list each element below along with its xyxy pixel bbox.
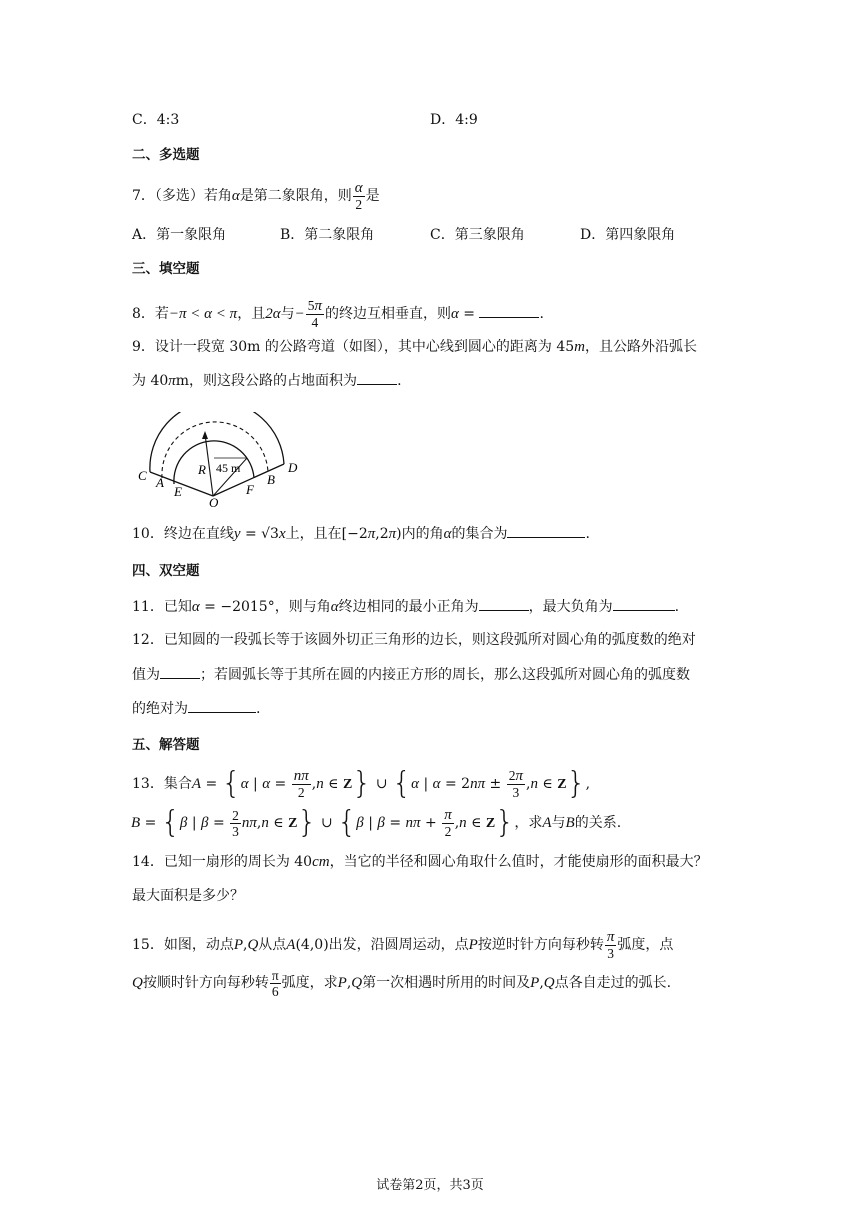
label-E: E (174, 484, 182, 499)
question-7: 7．（多选）若角α是第二象限角，则 $\frac{\alpha}{2}$ 是 (132, 180, 380, 212)
page-footer: 试卷第2页，共3页 (376, 1178, 484, 1193)
question-9-line-1: 9．设计一段宽 30m 的公路弯道（如图），其中心线到圆心的距离为 45m，且公路外沿弧长 (132, 339, 698, 355)
q7-option-d: D．第四象限角 (580, 227, 676, 243)
question-10: 10．终边在直线y = √3x上，且在[−2π,2π)内的角α的集合为 . (132, 523, 590, 544)
option-d: D．4:9 (430, 112, 478, 128)
q11-answer-blank-2[interactable] (613, 596, 675, 611)
question-8: 8．若−π < α < π，且2α与− $\frac{5\pi}{4}$ 的终边互相垂直，则α = . (132, 298, 544, 330)
question-14-line-2: 最大面积是多少？ (132, 888, 244, 904)
label-B: B (267, 472, 275, 487)
question-13-line-1: 13．集合A = {α | α = $\frac{n\pi}{2}$ ,n ∈ Z} ∪ {α | α = 2nπ ± $\frac{2\pi}{3}$ ,n ∈ Z}, (132, 766, 591, 801)
label-F: F (246, 482, 254, 497)
option-c: C．4:3 (132, 112, 180, 128)
label-45m: 45 m (216, 461, 241, 475)
section-title-solution: 五、解答题 (132, 737, 200, 753)
radius-line (205, 434, 213, 496)
q10-answer-blank[interactable] (507, 523, 585, 538)
question-13-line-2: B = {β | β = $\frac{2}{3}$ nπ,n ∈ Z} ∪ {β | β = nπ + $\frac{\pi}{2}$ ,n ∈ Z}，求A与B的关系. (131, 805, 622, 840)
question-12-line-1: 12．已知圆的一段弧长等于该圆外切正三角形的边长，则这段弧所对圆心角的弧度数的绝对 (132, 632, 696, 648)
inner-arc (174, 441, 254, 484)
q7-option-a: A．第一象限角 (132, 227, 227, 243)
question-12-line-2: 值为 ；若圆弧长等于其所在圆的内接正方形的周长，那么这段弧所对圆心角的弧度数 (132, 664, 690, 685)
label-A: A (156, 475, 164, 490)
q7-option-b: B．第二象限角 (280, 227, 375, 243)
label-O: O (209, 495, 219, 508)
q12-answer-blank-2[interactable] (188, 698, 256, 713)
q8-answer-blank[interactable] (479, 303, 539, 318)
label-D: D (288, 460, 298, 475)
section-title-multiple-choice: 二、多选题 (132, 147, 200, 163)
question-9-line-2: 为 40πm，则这段公路的占地面积为 . (132, 370, 402, 391)
label-C: C (138, 468, 147, 483)
q9-answer-blank[interactable] (357, 370, 397, 385)
q12-answer-blank-1[interactable] (160, 664, 200, 679)
road-curve-figure (132, 412, 312, 508)
radius-arrowhead (202, 431, 208, 439)
q11-answer-blank-1[interactable] (479, 596, 529, 611)
question-15-line-1: 15．如图，动点P,Q从点A(4,0)出发，沿圆周运动，点P按逆时针方向每秒转 $\frac{\pi}{3}$ 弧度，点 (132, 929, 674, 961)
section-title-double-blank: 四、双空题 (132, 563, 200, 579)
section-title-fill-blank: 三、填空题 (132, 261, 200, 277)
question-14-line-1: 14．已知一扇形的周长为 40cm，当它的半径和圆心角取什么值时，才能使扇形的面积最大？ (132, 854, 708, 870)
question-11: 11．已知α = −2015°，则与角α终边相同的最小正角为 ，最大负角为 . (132, 596, 679, 617)
label-R: R (198, 462, 206, 477)
q7-option-c: C．第三象限角 (430, 227, 525, 243)
question-12-line-3: 的绝对为 . (132, 698, 260, 719)
question-15-line-2: Q按顺时针方向每秒转 $\frac{\pi}{6}$ 弧度，求P,Q第一次相遇时所用的时间及P,Q点各自走过的弧长. (132, 967, 672, 999)
